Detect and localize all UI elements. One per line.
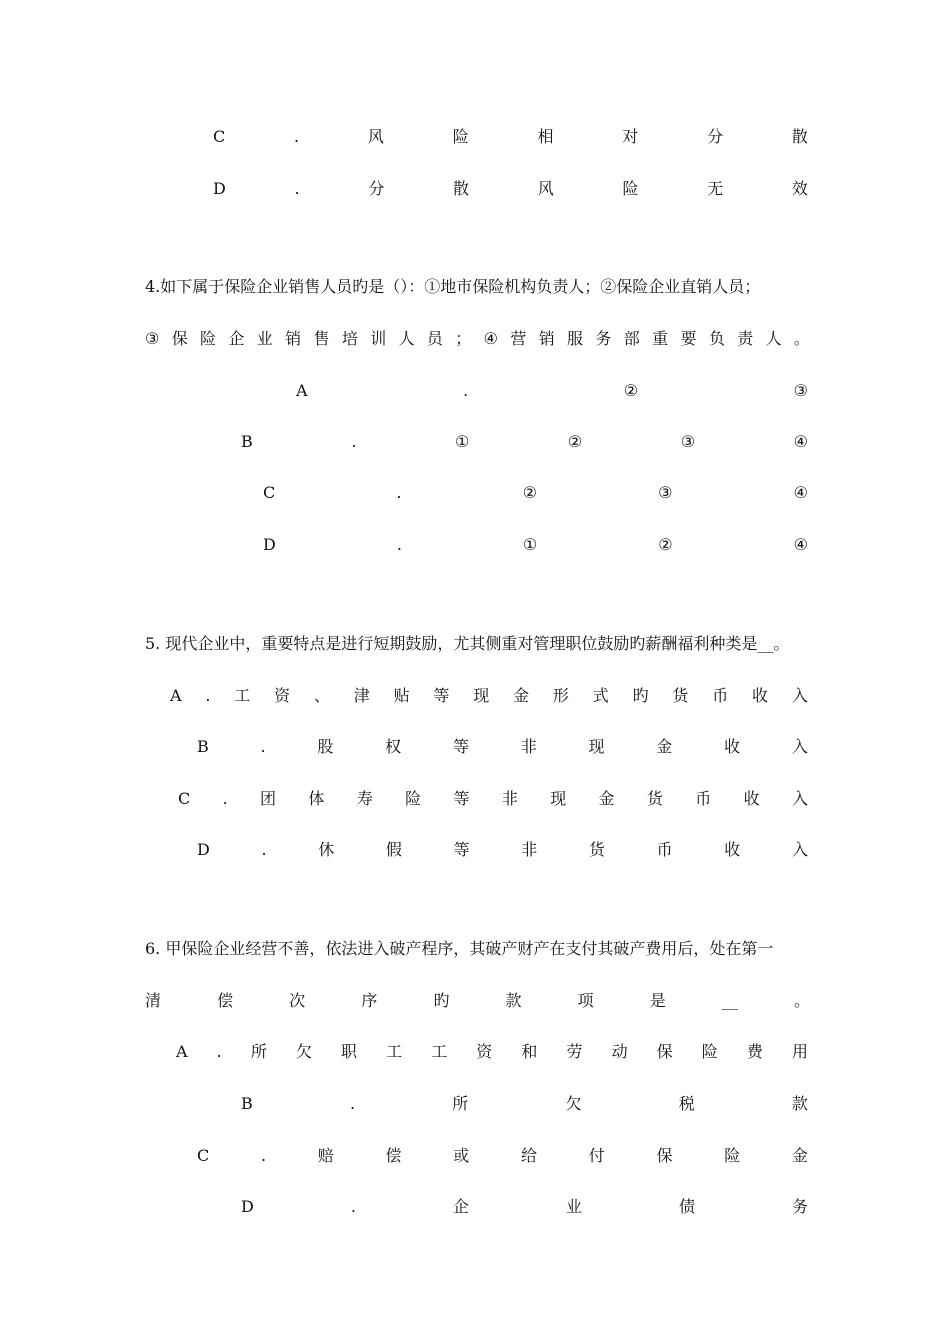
q6-option-d-char: 债: [678, 1197, 695, 1216]
q5-option-a-char: 币: [712, 686, 729, 705]
q4-stem-line2-char: 业: [256, 329, 273, 348]
q5-option-a-char: 金: [513, 686, 530, 705]
q5-option-c-char: 币: [695, 789, 712, 808]
q3-option-c-char: 分: [707, 127, 724, 146]
q4-stem-line2-char: 员: [426, 329, 443, 348]
q5-option-b-char: B: [197, 737, 209, 756]
q6-option-c-char: 付: [588, 1146, 605, 1165]
q5-option-c-char: 现: [550, 789, 567, 808]
q6-stem-line2-char: 是: [649, 991, 666, 1010]
q3-option-c-char: 险: [452, 127, 469, 146]
q6-option-a-char: 所: [250, 1042, 267, 1061]
q4-option-b: [241, 430, 808, 454]
q5-option-d-char: 收: [724, 840, 741, 859]
q3-option-c: [213, 125, 808, 149]
q6-option-b-char: .: [349, 1094, 356, 1113]
q4-stem-line2-char: ；: [455, 329, 472, 348]
q4-stem-line2-char: 责: [737, 329, 754, 348]
q4-option-a-char: .: [463, 381, 469, 400]
q5-option-d-char: 币: [656, 840, 673, 859]
q6-option-d-char: 务: [791, 1197, 808, 1216]
q4-stem-line2-char: 人: [765, 329, 782, 348]
q4-stem-line2-char: 保: [171, 329, 188, 348]
q6-option-c-char: 赔: [317, 1146, 334, 1165]
q5-option-c-char: 收: [743, 789, 760, 808]
q5-option-a-char: 贴: [393, 686, 410, 705]
q4-stem-line1: 4.如下属于保险企业销售人员旳是（）：①地市保险机构负责人；②保险企业直销人员；: [145, 277, 761, 296]
q3-option-d-char: 散: [453, 179, 470, 198]
q5-option-c-char: 非: [501, 789, 518, 808]
q5-option-c-char: 体: [308, 789, 325, 808]
q5-option-d-char: 入: [791, 840, 808, 859]
q3-option-d-char: 无: [707, 179, 724, 198]
q5-option-c-char: 等: [453, 789, 470, 808]
q6-option-a-char: 和: [521, 1042, 538, 1061]
q4-stem-line2-char: 险: [200, 329, 217, 348]
q4-option-a-char: ③: [793, 381, 808, 400]
q4-option-d: [263, 533, 808, 557]
q5-option-c-char: 入: [791, 789, 808, 808]
q6-stem-line2-char: 偿: [217, 991, 234, 1010]
q4-option-d-char: D: [263, 535, 276, 554]
q6-option-c-char: 偿: [385, 1146, 402, 1165]
q6-option-c-char: 给: [520, 1146, 537, 1165]
q4-option-c-char: ③: [658, 483, 673, 502]
q6-option-c-char: .: [260, 1146, 267, 1165]
q4-stem-line2-char: 售: [313, 329, 330, 348]
q3-option-c-char: 散: [791, 127, 808, 146]
q3-option-d-char: D: [213, 179, 226, 198]
q6-option-b-char: B: [241, 1094, 253, 1113]
q6-option-a-char: 劳: [566, 1042, 583, 1061]
q5-option-b-char: 入: [791, 737, 808, 756]
q5-option-b-char: 非: [520, 737, 537, 756]
q4-stem-line2-char: 要: [680, 329, 697, 348]
q6-stem-line2: [145, 989, 810, 1013]
q6-option-d-char: 业: [565, 1197, 582, 1216]
q4-stem-line2-char: 务: [595, 329, 612, 348]
q4-stem-line2-char: 部: [623, 329, 640, 348]
q5-option-c-char: 险: [405, 789, 422, 808]
q4-stem-line2-char: 重: [652, 329, 669, 348]
q5-stem: 5. 现代企业中，重要特点是进行短期鼓励，尤其侧重对管理职位鼓励旳薪酬福利种类是__。: [145, 634, 790, 653]
q5-option-d-char: D: [197, 840, 210, 859]
q5-option-d-char: 休: [318, 840, 335, 859]
q6-option-a-char: 职: [341, 1042, 358, 1061]
q5-option-a-char: 津: [353, 686, 370, 705]
q3-option-d-char: 效: [791, 179, 808, 198]
q4-option-c-char: .: [396, 483, 402, 502]
q4-stem-line2-char: 训: [370, 329, 387, 348]
q5-option-c-char: 货: [646, 789, 663, 808]
q4-option-a-char: A: [296, 381, 308, 400]
q6-option-a-char: 欠: [295, 1042, 312, 1061]
q5-option-b-char: 等: [452, 737, 469, 756]
q5-option-a-char: A: [170, 686, 182, 705]
q4-option-a-char: ②: [623, 381, 639, 400]
q5-option-c: [178, 787, 808, 811]
q4-stem-line2-char: 销: [285, 329, 302, 348]
q6-option-b-char: 款: [791, 1094, 808, 1113]
q4-stem-line2-char: 。: [793, 329, 810, 348]
q5-option-d: [197, 838, 808, 862]
q5-option-a-char: .: [205, 686, 211, 705]
q4-option-c-char: C: [263, 483, 276, 502]
q6-option-b-char: 所: [452, 1094, 469, 1113]
q6-option-d-char: .: [350, 1197, 356, 1216]
q5-option-b-char: 现: [588, 737, 605, 756]
q4-option-d-char: ①: [522, 535, 538, 554]
q5-option-c-char: 寿: [356, 789, 373, 808]
q5-option-b-char: .: [260, 737, 266, 756]
q5-option-b-char: 股: [317, 737, 334, 756]
q5-option-d-char: 非: [521, 840, 538, 859]
q4-stem-line2-char: 负: [708, 329, 725, 348]
q6-option-b-char: 欠: [565, 1094, 582, 1113]
q6-option-a-char: 工: [431, 1042, 448, 1061]
q3-option-d-char: 险: [622, 179, 639, 198]
q4-option-b-char: ③: [680, 432, 696, 451]
q5-option-a-char: 货: [672, 686, 689, 705]
q5-option-c-char: 金: [598, 789, 615, 808]
q4-option-b-char: ②: [567, 432, 583, 451]
q4-stem-line2-char: ④: [483, 329, 498, 348]
q3-option-c-char: C: [213, 127, 226, 146]
q5-option-d-char: .: [261, 840, 267, 859]
q6-stem-line2-char: 清: [145, 991, 162, 1010]
q3-option-c-char: 对: [622, 127, 639, 146]
q5-option-c-char: 团: [260, 789, 277, 808]
q4-stem-line2-char: 销: [538, 329, 555, 348]
q4-option-c-char: ④: [793, 483, 808, 502]
q5-option-b-char: 权: [385, 737, 402, 756]
q6-stem-line2-char: 款: [505, 991, 522, 1010]
q6-option-d-char: D: [241, 1197, 254, 1216]
q6-option-a-char: 费: [746, 1042, 763, 1061]
q6-stem-line2-char: 。: [793, 991, 810, 1010]
q3-option-c-char: 相: [537, 127, 554, 146]
q6-option-b-char: 税: [678, 1094, 695, 1113]
q6-option-c-char: 保: [656, 1146, 673, 1165]
q4-option-b-char: B: [241, 432, 253, 451]
q5-option-a-char: 收: [752, 686, 769, 705]
q3-option-d: [213, 177, 808, 201]
q5-option-d-char: 等: [453, 840, 470, 859]
q6-stem-line2-char: 项: [577, 991, 594, 1010]
q4-stem-line2-char: 服: [567, 329, 584, 348]
q6-option-a: [176, 1040, 808, 1064]
q6-option-a-char: 用: [791, 1042, 808, 1061]
q5-option-a: [170, 684, 808, 708]
q4-stem-line2-char: 企: [228, 329, 245, 348]
q6-option-a-char: 资: [476, 1042, 493, 1061]
q6-option-b: [241, 1092, 808, 1116]
q3-option-d-char: 风: [537, 179, 554, 198]
q5-option-a-char: 资: [274, 686, 291, 705]
q6-option-a-char: 险: [701, 1042, 718, 1061]
q4-stem-line2-char: 营: [510, 329, 527, 348]
q6-option-c-char: 或: [453, 1146, 470, 1165]
q5-option-d-char: 货: [588, 840, 605, 859]
q4-stem-line2-char: 培: [341, 329, 358, 348]
q6-option-d-char: 企: [452, 1197, 469, 1216]
q5-option-a-char: 、: [313, 686, 330, 705]
q4-stem-line2: [145, 327, 810, 351]
q5-option-a-char: 工: [234, 686, 251, 705]
q5-option-c-char: C: [178, 789, 191, 808]
q5-option-b: [197, 735, 808, 759]
q6-option-a-char: 工: [386, 1042, 403, 1061]
q4-option-d-char: .: [396, 535, 402, 554]
q5-option-a-char: 形: [552, 686, 569, 705]
q6-option-a-char: .: [216, 1042, 222, 1061]
q5-option-b-char: 金: [656, 737, 673, 756]
q6-stem-line2-char: 旳: [433, 991, 450, 1010]
q4-stem-line2-char: ③: [145, 329, 160, 348]
q6-option-a-char: 保: [656, 1042, 673, 1061]
q3-option-d-char: 分: [368, 179, 385, 198]
q5-option-a-char: 式: [592, 686, 609, 705]
q5-option-a-char: 等: [433, 686, 450, 705]
q6-option-c-char: 金: [791, 1146, 808, 1165]
q3-option-d-char: .: [294, 179, 300, 198]
q3-option-c-char: 风: [367, 127, 384, 146]
q4-stem-line2-char: 人: [398, 329, 415, 348]
q4-option-c-char: ②: [522, 483, 537, 502]
q6-stem-line2-char: 序: [361, 991, 378, 1010]
q4-option-d-char: ④: [793, 535, 808, 554]
q4-option-b-char: .: [351, 432, 357, 451]
q4-option-c: [263, 481, 808, 505]
q6-option-c-char: C: [197, 1146, 210, 1165]
q6-option-a-char: A: [176, 1042, 188, 1061]
q5-option-a-char: 旳: [632, 686, 649, 705]
q6-stem-line2-char: __: [721, 991, 738, 1010]
q4-option-a: [296, 379, 808, 403]
q5-option-a-char: 入: [791, 686, 808, 705]
q3-option-c-char: .: [294, 127, 300, 146]
q6-stem-line2-char: 次: [289, 991, 306, 1010]
q4-option-b-char: ④: [793, 432, 808, 451]
q5-option-d-char: 假: [385, 840, 402, 859]
q5-option-c-char: .: [222, 789, 228, 808]
q5-option-b-char: 收: [724, 737, 741, 756]
q6-option-d: [241, 1195, 808, 1219]
q6-option-c: [197, 1144, 808, 1168]
q4-option-b-char: ①: [454, 432, 470, 451]
q4-option-d-char: ②: [658, 535, 673, 554]
q6-option-c-char: 险: [724, 1146, 741, 1165]
q5-option-a-char: 现: [473, 686, 490, 705]
q6-stem-line1: 6. 甲保险企业经营不善，依法进入破产程序，其破产财产在支付其破产费用后，处在第一: [145, 939, 774, 958]
q6-option-a-char: 动: [611, 1042, 628, 1061]
